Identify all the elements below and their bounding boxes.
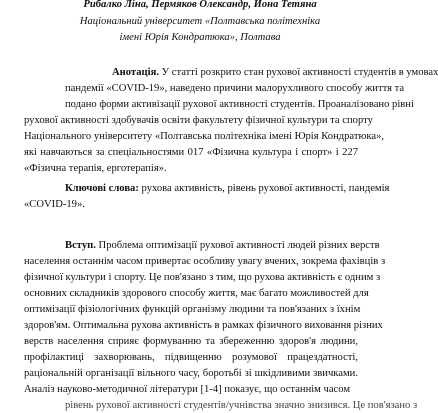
- intro-label: Вступ.: [65, 240, 96, 251]
- intro-line-7: верств населення сприяє формуванню та збереженню здоров'я людини,: [24, 336, 358, 347]
- intro-line-9: раціональній організації вільного часу, боротьбі зі шкідливими звичками.: [24, 368, 358, 379]
- keywords-line-1: [65, 181, 389, 196]
- intro-line-10: Аналіз науково-методичної літератури [1-4] показує, що останнім часом: [24, 384, 351, 395]
- intro-line-3: фізичної культури і спорту. Це пов'язано з тим, що рухова активність є одним з: [24, 272, 381, 283]
- authors-line: Рибалко Ліна, Пермяков Олександр, Йона Тетяна: [83, 0, 317, 10]
- abstract-line-6: які навчаються за спеціальностями 017 «Фізична культура і спорт» і 227: [24, 147, 358, 158]
- intro-line-2: населення останнім часом привертає особливу увагу вчених, зокрема фахівців з: [24, 256, 386, 267]
- intro-line-5: оптимізації фізіологічних функцій організму людини та пов'язаних з їхнім: [24, 304, 361, 315]
- abstract-text: У статті розкрито стан рухової активності студентів в умовах: [161, 67, 438, 78]
- keywords-line-2: «COVID-19».: [24, 199, 85, 210]
- affiliation-line-2: імені Юрія Кондратюка», Полтава: [119, 32, 281, 43]
- abstract-line-3: подано форми активізації рухової активності студентів. Проаналізовано рівні: [65, 99, 414, 110]
- keywords-label: Ключові слова:: [65, 183, 139, 194]
- intro-line-6: здоров'ям. Оптимальна рухова активність в рамках фізичного виховання різних: [24, 320, 383, 331]
- affiliation-line-1: Національний університет «Полтавська політехніка: [79, 16, 321, 27]
- next-paragraph-line-1: рівень рухової активності студентів/учнівства значно знизився. Це пов'язано з: [65, 400, 418, 411]
- intro-text: Проблема оптимізації рухової активності людей різних верств: [98, 240, 380, 251]
- intro-line-4: основних складників здорового способу життя, має багато можливостей для: [24, 288, 369, 299]
- intro-line-8: профілактиці захворювань, підвищенню розумової працездатності,: [24, 352, 358, 363]
- abstract-line-4: рухової активності здобувачів освіти факультету фізичної культури та спорту: [24, 115, 373, 126]
- abstract-label: Анотація.: [112, 67, 159, 78]
- intro-line-1: [65, 238, 380, 253]
- abstract-line-2: пандемії «COVID-19», наведено причини малорухливого способу життя та: [65, 83, 405, 94]
- abstract-line-5: Національного університету «Полтавська політехніка імені Юрія Кондратюка»,: [24, 131, 385, 142]
- abstract-line-7: «Фізична терапія, ерготерапія».: [24, 163, 167, 174]
- abstract-line-1: [112, 65, 438, 80]
- keywords-text: рухова активність, рівень рухової активності, пандемія: [141, 183, 390, 194]
